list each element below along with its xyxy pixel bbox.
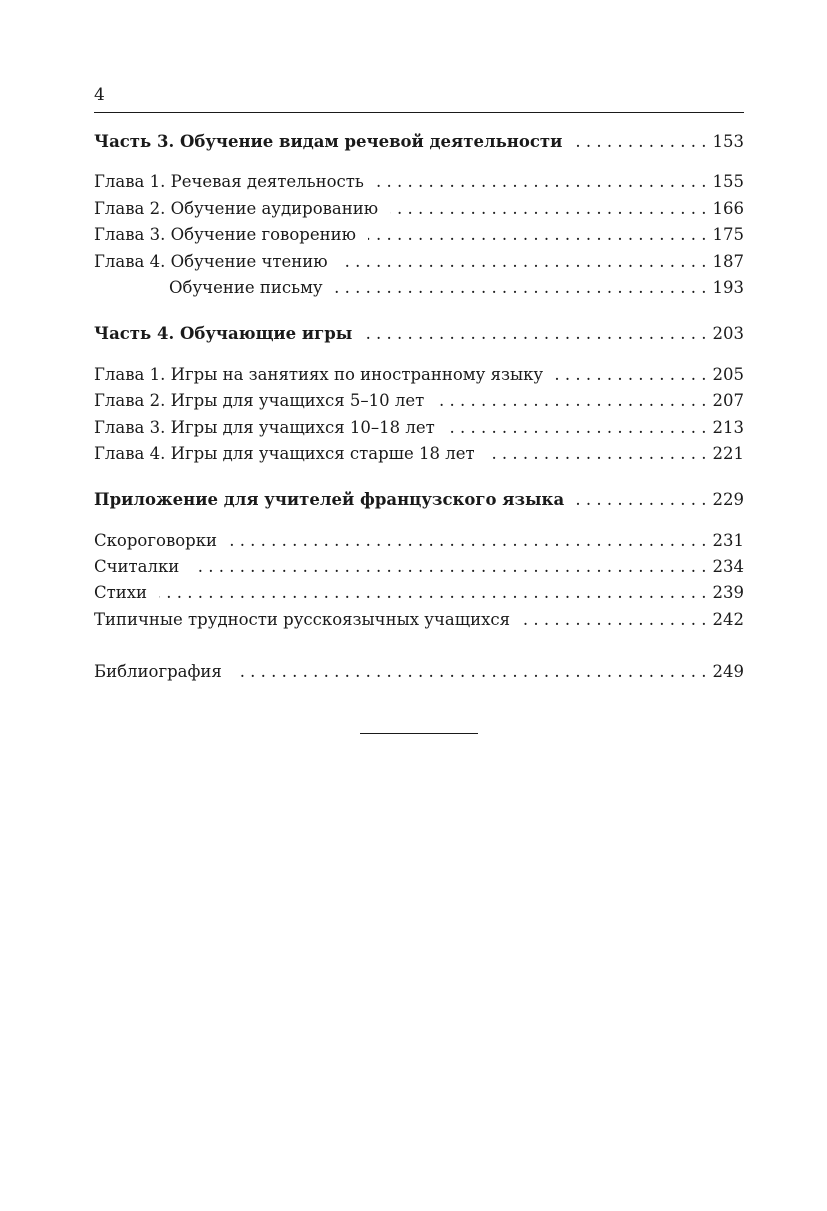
toc-part-heading[interactable] <box>94 487 744 513</box>
toc-entry-page: 207 <box>712 391 744 411</box>
toc-entry-title: Библиография <box>94 662 222 682</box>
toc-entry-page: 221 <box>712 443 744 463</box>
toc-entry-title: Типичные трудности русскоязычных учащихся <box>94 609 511 629</box>
toc-entry[interactable] <box>94 249 744 275</box>
dot-leader <box>390 196 706 222</box>
header-rule <box>94 112 744 113</box>
dot-leader <box>487 441 707 467</box>
toc-entry-page: 193 <box>712 277 744 297</box>
toc-entry-page: 153 <box>712 132 744 151</box>
toc-entry-page: 187 <box>712 251 744 271</box>
toc-section-appendix <box>94 487 744 633</box>
toc-entry[interactable] <box>94 441 744 467</box>
toc-entry-page: 229 <box>712 490 744 510</box>
toc-entry-page: 175 <box>712 225 744 245</box>
toc-entry-title: Обучение письму <box>169 277 323 297</box>
toc-part-heading[interactable] <box>94 129 744 155</box>
toc-entry-bibliography[interactable] <box>94 659 744 685</box>
toc-entry-page: 234 <box>712 557 744 577</box>
page-number: 4 <box>94 85 105 105</box>
toc-entry[interactable] <box>94 554 744 580</box>
dot-leader <box>522 607 706 633</box>
toc-entry-page: 155 <box>712 172 744 192</box>
toc-section-bibliography <box>94 659 744 685</box>
toc-entry[interactable] <box>94 580 744 606</box>
dot-leader <box>436 388 706 414</box>
dot-leader <box>574 129 706 155</box>
toc-entry[interactable] <box>94 196 744 222</box>
toc-entry-title: Глава 3. Игры для учащихся 10–18 лет <box>94 417 435 437</box>
dot-leader <box>335 275 707 301</box>
toc-entry[interactable] <box>94 362 744 388</box>
toc-entry[interactable] <box>94 222 744 248</box>
dot-leader <box>229 528 706 554</box>
toc-entry-title: Приложение для учителей французского языка <box>94 490 565 510</box>
end-rule <box>360 733 478 734</box>
dot-leader <box>368 222 707 248</box>
toc-entry-title: Глава 1. Игры на занятиях по иностранному языку <box>94 364 544 384</box>
dot-leader <box>234 659 707 685</box>
toc-page <box>94 84 744 706</box>
toc-entry[interactable] <box>94 415 744 441</box>
dot-leader <box>576 487 706 513</box>
toc-entry[interactable] <box>94 388 744 414</box>
toc-entry-page: 249 <box>712 662 744 682</box>
toc-entry-page: 213 <box>712 417 744 437</box>
toc-entry[interactable] <box>94 528 744 554</box>
toc-entry-title: Стихи <box>94 583 148 603</box>
toc-entry-page: 203 <box>712 324 744 344</box>
toc-entry-title: Часть 3. Обучение видам речевой деятельности <box>94 132 563 151</box>
toc-entry-title: Скороговорки <box>94 530 218 550</box>
toc-entry[interactable] <box>94 169 744 195</box>
toc-part-heading[interactable] <box>94 321 744 347</box>
toc-entry-page: 231 <box>712 530 744 550</box>
toc-entry-title: Часть 4. Обучающие игры <box>94 324 353 344</box>
toc-entry-indented[interactable] <box>94 275 744 301</box>
dot-leader <box>555 362 706 388</box>
toc-entry[interactable] <box>94 607 744 633</box>
toc-entry-title: Глава 4. Обучение чтению <box>94 251 328 271</box>
toc-entry-title: Считалки <box>94 557 180 577</box>
toc-entry-title: Глава 2. Обучение аудированию <box>94 198 379 218</box>
dot-leader <box>364 321 706 347</box>
toc-entry-page: 242 <box>712 609 744 629</box>
toc-entry-title: Глава 4. Игры для учащихся старше 18 лет <box>94 443 475 463</box>
dot-leader <box>340 249 707 275</box>
toc-entry-title: Глава 3. Обучение говорению <box>94 225 356 245</box>
toc-entry-title: Глава 2. Игры для учащихся 5–10 лет <box>94 391 425 411</box>
toc-section-part-3 <box>94 129 744 301</box>
dot-leader <box>376 169 707 195</box>
dot-leader <box>191 554 706 580</box>
table-of-contents <box>94 129 744 686</box>
dot-leader <box>159 580 706 606</box>
toc-entry-title: Глава 1. Речевая деятельность <box>94 172 364 192</box>
toc-entry-page: 239 <box>712 583 744 603</box>
dot-leader <box>447 415 707 441</box>
toc-section-part-4 <box>94 321 744 467</box>
toc-entry-page: 205 <box>712 364 744 384</box>
toc-entry-page: 166 <box>712 198 744 218</box>
